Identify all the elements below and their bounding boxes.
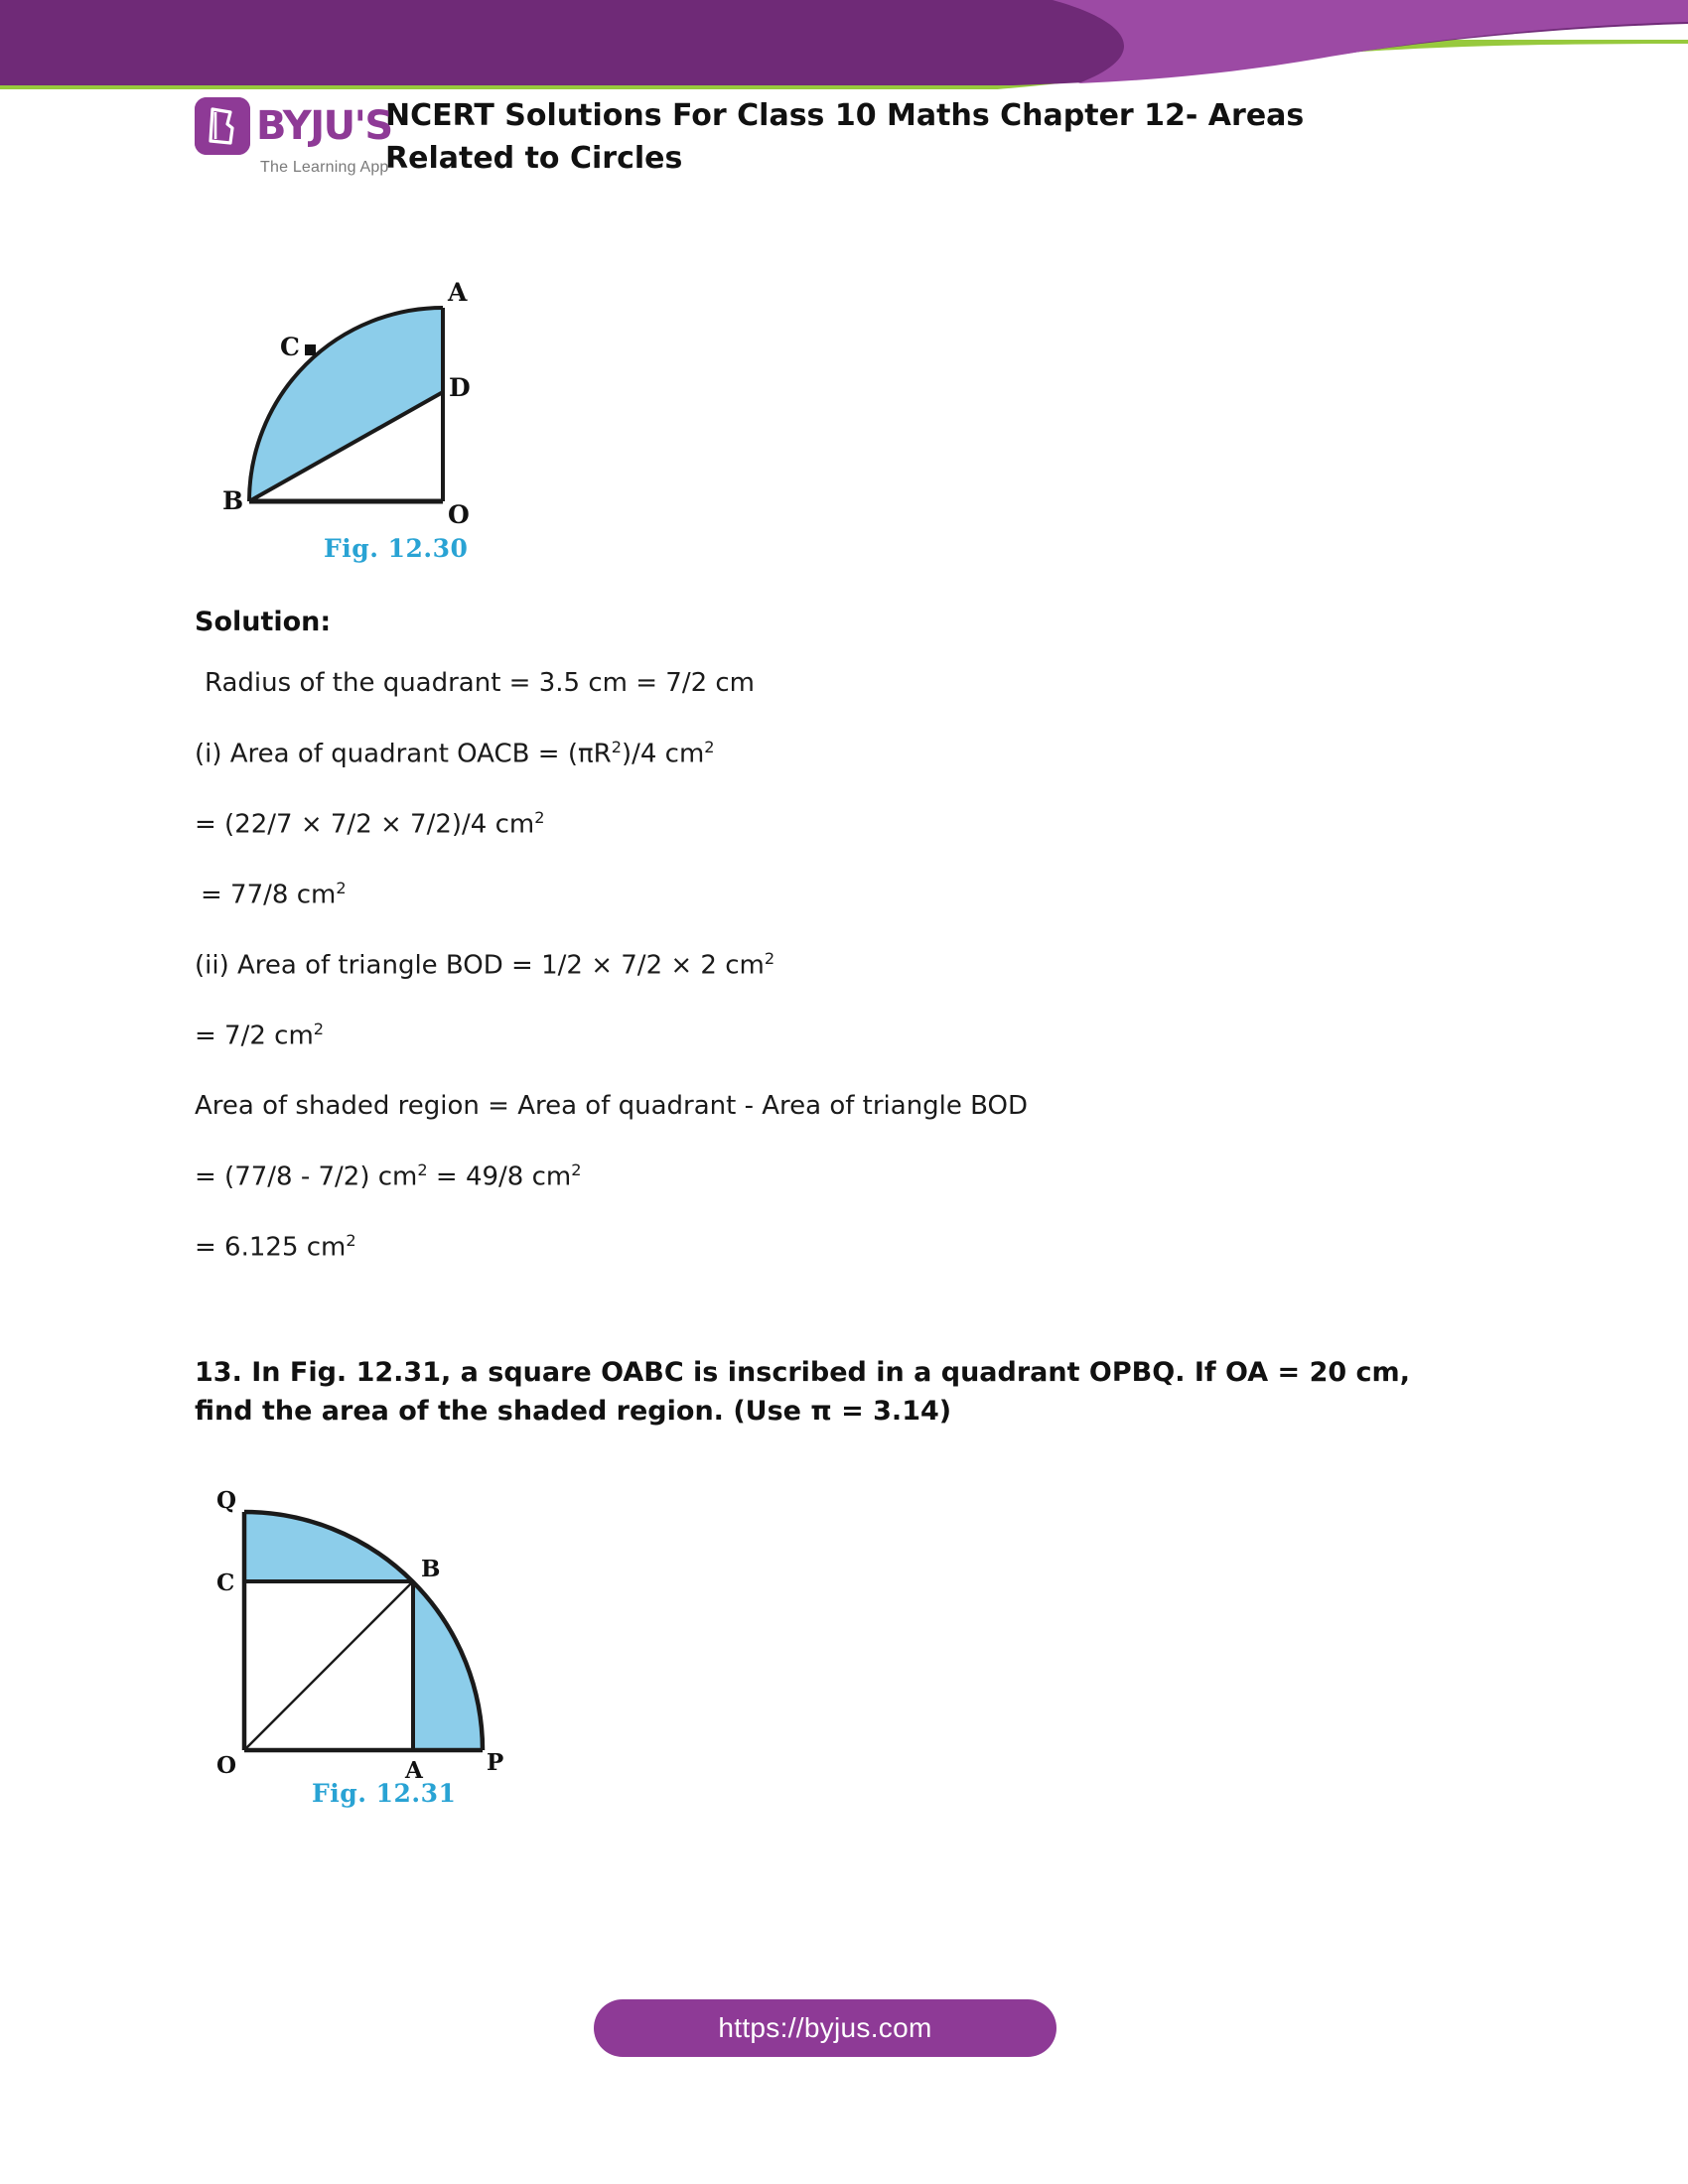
fig2-label-p: P — [487, 1749, 504, 1777]
solution-line-2: (i) Area of quadrant OACB = $(\pi R^2)/4$ $cm^2$ — [195, 737, 715, 769]
page-header — [195, 95, 1505, 180]
solution-line-1: Radius of the quadrant = 3.5 cm = 7/2 cm — [205, 668, 756, 698]
solution-line-8: = (77/8 - 7/2) $cm^2 = 49/8$ $cm^2$ — [195, 1160, 582, 1192]
fig1-point-c-marker — [305, 344, 316, 355]
solution-block — [195, 607, 1505, 1264]
fig2-label-a: A — [405, 1757, 423, 1785]
fig2-label-b: B — [421, 1556, 441, 1583]
fig1-label-c: C — [280, 333, 300, 361]
byjus-url-label: https://byjus.com — [718, 2012, 932, 2043]
figure-12-31-caption: Fig. 12.31 — [312, 1779, 457, 1809]
fig1-label-o: O — [448, 500, 470, 529]
fig2-label-c: C — [216, 1570, 235, 1597]
fig2-label-q: Q — [216, 1487, 237, 1515]
fig1-label-b: B — [222, 486, 244, 515]
figure-12-30-graphic — [195, 253, 651, 551]
figure-12-31-graphic — [195, 1472, 651, 1790]
byjus-logo[interactable] — [195, 97, 392, 177]
solution-line-9: = 6.125 $cm^2$ — [195, 1230, 356, 1263]
solution-heading: Solution: — [195, 607, 332, 637]
fig1-label-d: D — [449, 373, 471, 402]
figure-12-31 — [195, 1472, 1505, 1808]
byjus-url-button[interactable] — [594, 1999, 1056, 2057]
solution-line-4: = 77/8 $cm^2$ — [201, 878, 347, 910]
solution-line-6: = 7/2 $cm^2$ — [195, 1020, 325, 1051]
solution-line-7: Area of shaded region = Area of quadrant - Area of triangle BOD — [195, 1091, 1029, 1122]
banner-swoosh-graphic — [0, 0, 1688, 89]
document-body — [195, 253, 1505, 1808]
byjus-logo-tagline: The Learning App — [260, 159, 389, 176]
fig1-shaded-region — [249, 308, 443, 501]
question-13-heading: 13. In Fig. 12.31, a square OABC is inscribed in a quadrant OPBQ. If OA = 20 cm, find the area of the shaded region. (Use π = 3.14) — [195, 1357, 1410, 1428]
figure-12-30 — [195, 253, 1505, 563]
byjus-logo-wordmark: BYJU'S — [256, 103, 392, 149]
fig2-label-o: O — [216, 1752, 237, 1780]
byjus-logo-mark-icon — [195, 97, 250, 155]
solution-line-5: (ii) Area of triangle BOD = 1/2 × 7/2 × 2 $cm^2$ — [195, 948, 775, 981]
fig1-label-a: A — [448, 278, 468, 307]
top-decorative-banner — [0, 0, 1688, 89]
page-title: NCERT Solutions For Class 10 Maths Chapter 12- Areas Related to Circles — [385, 98, 1305, 176]
figure-12-30-caption: Fig. 12.30 — [324, 534, 469, 563]
solution-line-3: = (22/7 × 7/2 × 7/2)/4 $cm^2$ — [195, 807, 545, 840]
